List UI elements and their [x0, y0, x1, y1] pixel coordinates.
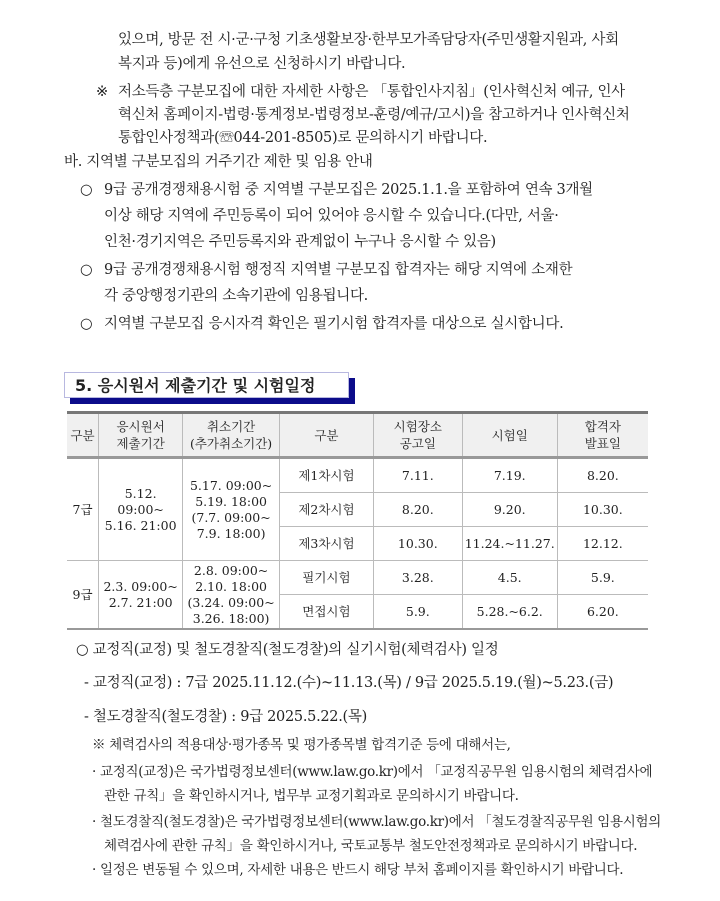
grade-cell: 7급 [67, 458, 99, 561]
apply-period-cell: 5.12. 09:00~ 5.16. 21:00 [99, 458, 183, 561]
apply-period-cell: 2.3. 09:00~ 2.7. 21:00 [99, 561, 183, 630]
exam-stage-cell: 제3차시험 [279, 527, 373, 561]
result-date-cell: 12.12. [557, 527, 648, 561]
text-line: 각 중앙행정기관의 소속기관에 임용됩니다. [104, 288, 368, 304]
text-line: 체력검사에 관한 규칙」을 확인하시거나, 국토교통부 철도안전정책과로 문의하시기 바랍니다. [104, 838, 638, 854]
text-line: 저소득층 구분모집에 대한 자세한 사항은 「통합인사지침」(인사혁신처 예규, 인사 [118, 84, 625, 100]
exam-stage-cell: 제2차시험 [279, 493, 373, 527]
header-cell: 취소기간 (추가취소기간) [183, 413, 280, 458]
exam-stage-cell: 제1차시험 [279, 458, 373, 493]
practical-exam-title: ○ 교정직(교정) 및 철도경찰직(철도경찰)의 실기시험(체력검사) 일정 [76, 642, 499, 658]
header-cell: 시험장소 공고일 [373, 413, 462, 458]
table-row [67, 458, 648, 493]
result-date-cell: 8.20. [557, 458, 648, 493]
header-cell: 시험일 [462, 413, 557, 458]
text-line: 있으며, 방문 전 시·군·구청 기초생활보장·한부모가족담당자(주민생활지원과, 사회 [118, 32, 619, 48]
bullet-mark: ○ [80, 316, 93, 332]
result-date-cell: 5.9. [557, 561, 648, 595]
exam-stage-cell: 필기시험 [279, 561, 373, 595]
bullet-mark: ○ [80, 182, 93, 198]
venue-notice-cell: 10.30. [373, 527, 462, 561]
header-cell: 합격자 발표일 [557, 413, 648, 458]
practical-note: ※ 체력검사의 적용대상·평가종목 및 평가종목별 합격기준 등에 대해서는, [92, 737, 511, 753]
text-line: 이상 해당 지역에 주민등록이 되어 있어야 응시할 수 있습니다.(다만, 서울· [104, 208, 559, 224]
text-line: 관한 규칙」을 확인하시거나, 법무부 교정기획과로 문의하시기 바랍니다. [104, 788, 519, 804]
header-cell: 응시원서 제출기간 [99, 413, 183, 458]
result-date-cell: 10.30. [557, 493, 648, 527]
venue-notice-cell: 8.20. [373, 493, 462, 527]
text-line: · 철도경찰직(철도경찰)은 국가법령정보센터(www.law.go.kr)에서 「철도경찰직공무원 임용시험의 [92, 814, 662, 830]
text-line: 혁신처 홈페이지-법령·통계정보-법령정보-훈령/예규/고시)을 참고하거나 인사혁신처 [118, 107, 630, 123]
text-line: 인천·경기지역은 주민등록지와 관계없이 누구나 응시할 수 있음) [104, 234, 496, 250]
section-heading-5: 5. 응시원서 제출기간 및 시험일정 [64, 372, 349, 398]
text-line: 통합인사정책과(☏044-201-8505)로 문의하시기 바랍니다. [118, 130, 488, 146]
exam-stage-cell: 면접시험 [279, 595, 373, 630]
venue-notice-cell: 3.28. [373, 561, 462, 595]
schedule-table [67, 411, 648, 630]
text-line: 9급 공개경쟁채용시험 행정직 지역별 구분모집 합격자는 해당 지역에 소재한 [104, 262, 573, 278]
exam-date-cell: 9.20. [462, 493, 557, 527]
text-line: 복지과 등)에게 유선으로 신청하시기 바랍니다. [118, 56, 406, 72]
text-line: · 교정직(교정)은 국가법령정보센터(www.law.go.kr)에서 「교정직공무원 임용시험의 체력검사에 [92, 764, 653, 780]
bullet-mark: ○ [80, 262, 93, 278]
grade-cell: 9급 [67, 561, 99, 630]
practical-item: - 교정직(교정) : 7급 2025.11.12.(수)~11.13.(목) / 9급 2025.5.19.(월)~5.23.(금) [84, 675, 614, 691]
exam-date-cell: 11.24.~11.27. [462, 527, 557, 561]
table-header-row [67, 413, 648, 458]
note-mark: ※ [96, 84, 108, 100]
cancel-period-cell: 5.17. 09:00~ 5.19. 18:00 (7.7. 09:00~ 7.9. 18:00) [183, 458, 280, 561]
exam-date-cell: 4.5. [462, 561, 557, 595]
cancel-period-cell: 2.8. 09:00~ 2.10. 18:00 (3.24. 09:00~ 3.26. 18:00) [183, 561, 280, 630]
section-heading-ba: 바. 지역별 구분모집의 거주기간 제한 및 임용 안내 [64, 154, 373, 170]
exam-date-cell: 5.28.~6.2. [462, 595, 557, 630]
venue-notice-cell: 7.11. [373, 458, 462, 493]
result-date-cell: 6.20. [557, 595, 648, 630]
practical-item: - 철도경찰직(철도경찰) : 9급 2025.5.22.(목) [84, 709, 367, 725]
exam-date-cell: 7.19. [462, 458, 557, 493]
header-cell: 구분 [279, 413, 373, 458]
text-line: 지역별 구분모집 응시자격 확인은 필기시험 합격자를 대상으로 실시합니다. [104, 316, 564, 332]
text-line: · 일정은 변동될 수 있으며, 자세한 내용은 반드시 해당 부처 홈페이지를 확인하시기 바랍니다. [92, 862, 624, 878]
venue-notice-cell: 5.9. [373, 595, 462, 630]
table-row [67, 561, 648, 595]
text-line: 9급 공개경쟁채용시험 중 지역별 구분모집은 2025.1.1.을 포함하여 연속 3개월 [104, 182, 593, 198]
header-cell: 구분 [67, 413, 99, 458]
